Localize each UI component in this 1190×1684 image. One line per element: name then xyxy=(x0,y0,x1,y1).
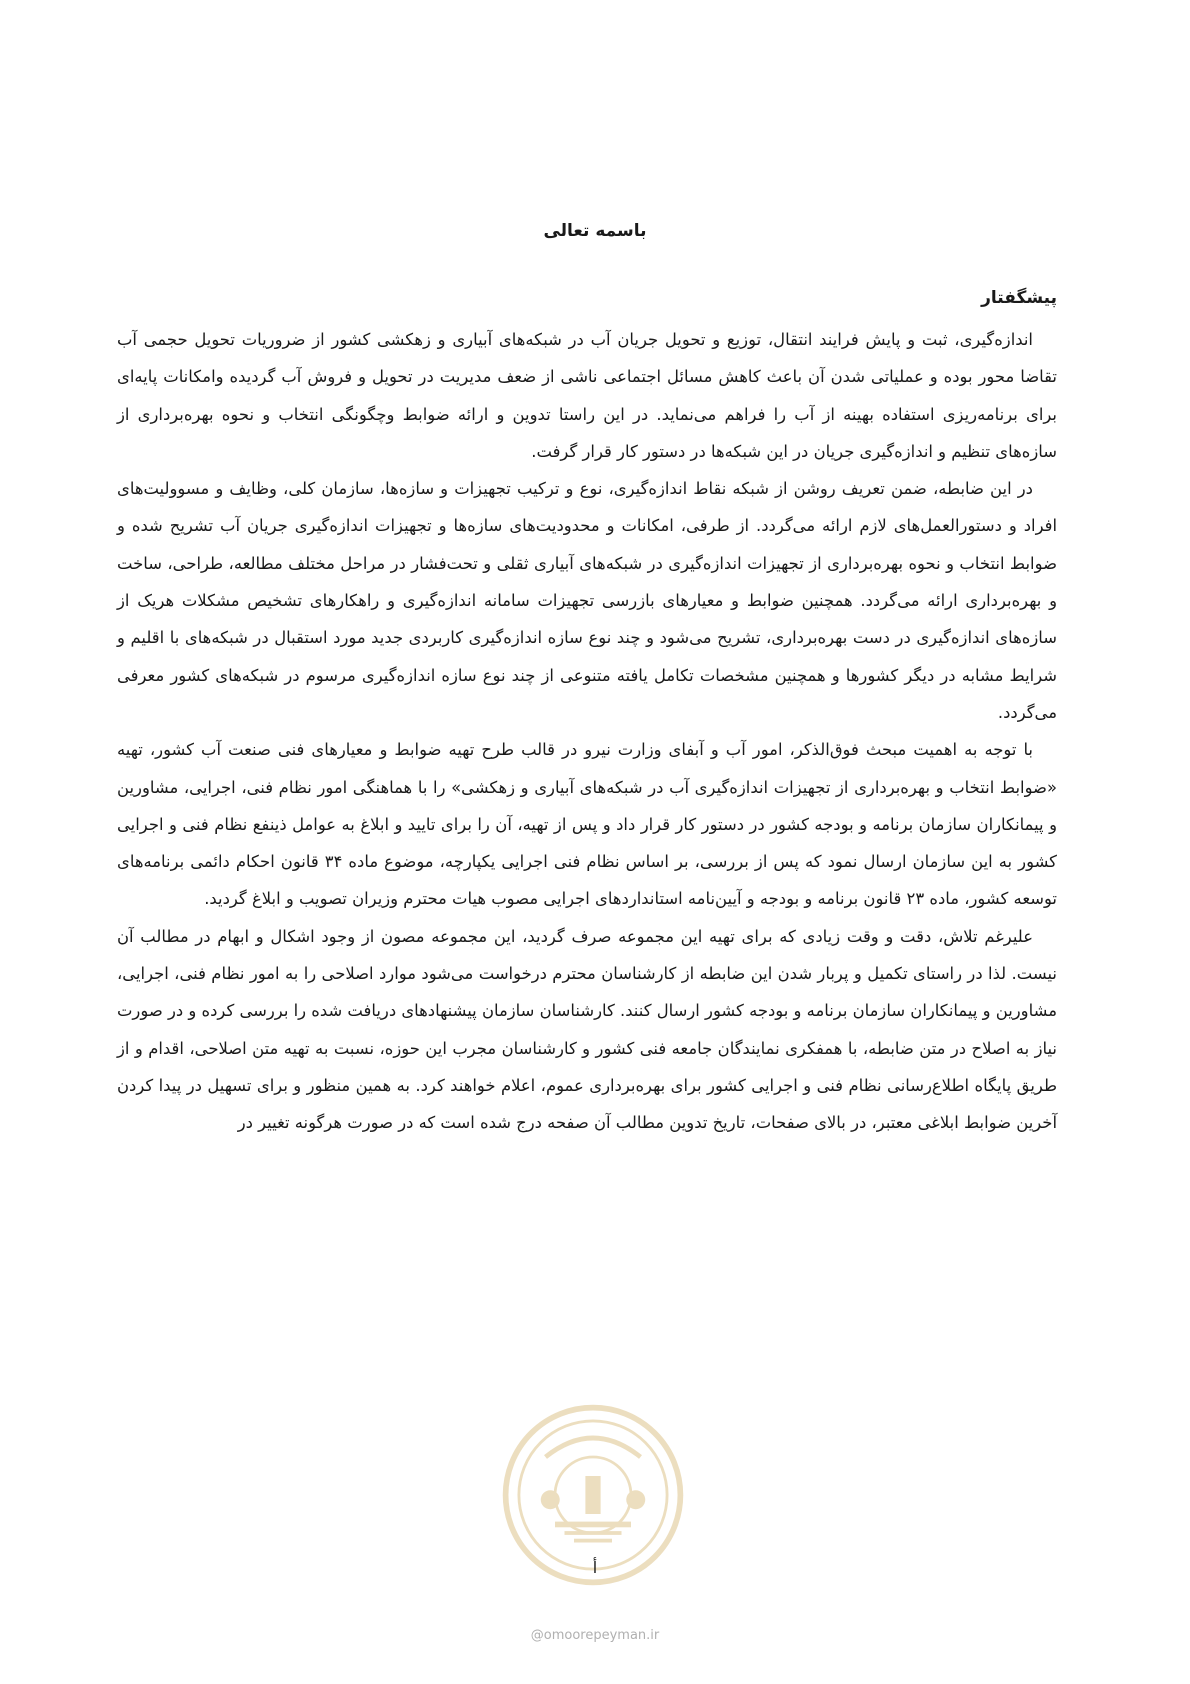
paragraph-1: اندازه‌گیری، ثبت و پایش فرایند انتقال، توزیع و تحویل جریان آب در شبکه‌های آبیاری و زهکشی کشور از ضروریات تحویل حجمی آب تقاضا محور بوده و عملیاتی شدن آن باعث کاهش مسائل اجتماعی ناشی از ضعف مدیریت در تحویل و فروش آب گردیده وامکانات پایه‌ای برای برنامه‌ریزی استفاده بهینه از آب را فراهم می‌نماید. در این راستا تدوین و ارائه ضوابط وچگونگی انتخاب و نحوه بهره‌برداری از سازه‌های تنظیم و اندازه‌گیری جریان در این شبکه‌ها در دستور کار قرار گرفت. xyxy=(117,330,1057,461)
paragraph-2: در این ضابطه، ضمن تعریف روشن از شبکه نقاط اندازه‌گیری، نوع و ترکیب تجهیزات و سازه‌ها، سازمان کلی، وظایف و مسوولیت‌های افراد و دستورالعمل‌های لازم ارائه می‌گردد. از طرفی، امکانات و محدودیت‌های سازه‌ها و تجهیزات اندازه‌گیری جریان آب تشریح شده و ضوابط انتخاب و نحوه بهره‌برداری از تجهیزات اندازه‌گیری در شبکه‌های آبیاری ثقلی و تحت‌فشار در مراحل مختلف مطالعه، طراحی، ساخت و بهره‌برداری ارائه می‌گردد. همچنین ضوابط و معیارهای بازرسی تجهیزات سامانه اندازه‌گیری و راهکارهای تشخیص مشکلات هریک از سازه‌های اندازه‌گیری در دست بهره‌برداری، تشریح می‌شود و چند نوع سازه اندازه‌گیری کاربردی جدید مورد استقبال در شبکه‌های با اقلیم و شرایط مشابه در دیگر کشورها و همچنین مشخصات تکامل یافته متنوعی از چند نوع سازه اندازه‌گیری مرسوم در شبکه‌های کشور معرفی می‌گردد. xyxy=(117,479,1057,722)
document-body xyxy=(117,283,1057,1142)
page-number: أ xyxy=(592,1558,598,1577)
paragraph-3: با توجه به اهمیت مبحث فوق‌الذکر، امور آب و آبفای وزارت نیرو در قالب طرح تهیه ضوابط و معیارهای فنی صنعت آب کشور، تهیه «ضوابط انتخاب و بهره‌برداری از تجهیزات اندازه‌گیری آب در شبکه‌های آبیاری و زهکشی» را با هماهنگی امور نظام فنی، اجرایی، مشاورین و پیمانکاران سازمان برنامه و بودجه کشور در دستور کار قرار داد و پس از تهیه، آن را برای تایید و ابلاغ به عوامل ذینفع نظام فنی و اجرایی کشور به این سازمان ارسال نمود که پس از بررسی، بر اساس نظام فنی اجرایی یکپارچه، موضوع ماده ۳۴ قانون احکام دائمی برنامه‌های توسعه کشور، ماده ۲۳ قانون برنامه و بودجه و آیین‌نامه استانداردهای اجرایی مصوب هیات محترم وزیران تصویب و ابلاغ گردید. xyxy=(117,740,1057,909)
invocation-heading: باسمه تعالی xyxy=(543,221,647,241)
paragraph-4: علیرغم تلاش، دقت و وقت زیادی که برای تهیه این مجموعه صرف گردید، این مجموعه مصون از وجود اشکال و ابهام در مطالب آن نیست. لذا در راستای تکمیل و پربار شدن این ضابطه از کارشناسان محترم درخواست می‌شود موارد اصلاحی را به امور نظام فنی، اجرایی، مشاورین و پیمانکاران سازمان برنامه و بودجه کشور ارسال کنند. کارشناسان سازمان پیشنهادهای دریافت شده را بررسی کرده و در صورت نیاز به اصلاح در متن ضابطه، با همفکری نمایندگان جامعه فنی کشور و کارشناسان مجرب این حوزه، نسبت به تهیه متن اصلاحی، اقدام و از طریق پایگاه اطلاع‌رسانی نظام فنی و اجرایی کشور برای بهره‌برداری عموم، اعلام خواهند کرد. به همین منظور و برای تسهیل در پیدا کردن آخرین ضوابط ابلاغی معتبر، در بالای صفحات، تاریخ تدوین مطالب آن صفحه درج شده است که در صورت هرگونه تغییر در xyxy=(117,926,1057,1133)
footer-website-label: @omoorepeyman.ir xyxy=(530,1628,660,1643)
section-title: پیشگفتار xyxy=(981,288,1057,308)
